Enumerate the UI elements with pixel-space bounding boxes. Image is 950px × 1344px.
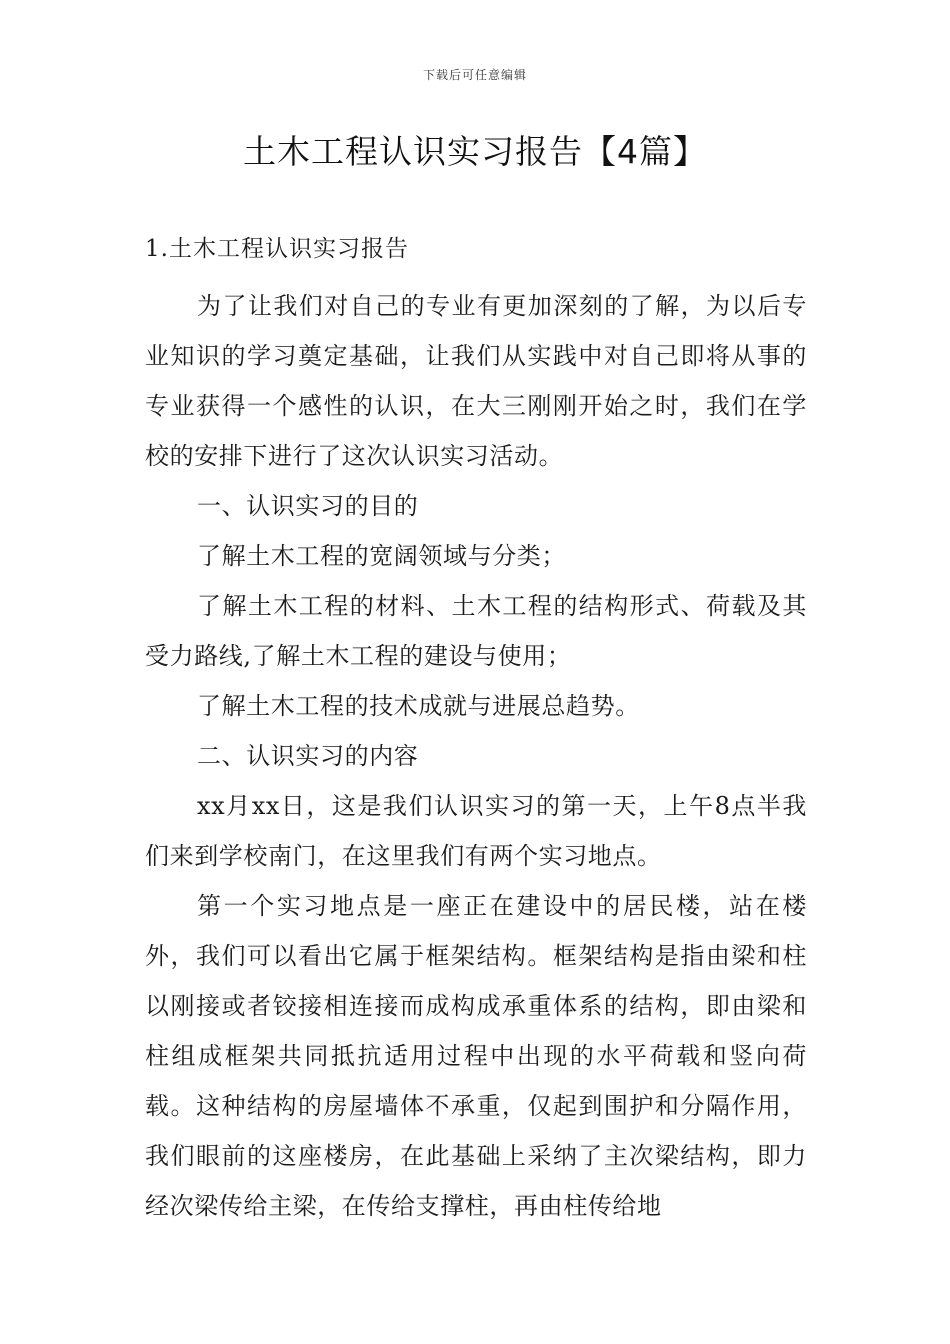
- heading-content: 二、认识实习的内容: [197, 742, 419, 770]
- section-heading: 1.土木工程认识实习报告: [145, 236, 409, 262]
- body-text: [145, 281, 807, 1231]
- purpose-item-2: 了解土木工程的材料、土木工程的结构形式、荷载及其受力路线,了解土木工程的建设与使用；: [145, 592, 807, 670]
- heading-purpose: 一、认识实习的目的: [197, 492, 419, 520]
- purpose-item-3: 了解土木工程的技术成就与进展总趋势。: [197, 692, 640, 720]
- header-note: 下载后可任意编辑: [422, 68, 527, 82]
- paragraph-site-one: 第一个实习地点是一座正在建设中的居民楼，站在楼外，我们可以看出它属于框架结构。框架结构是指由梁和柱以刚接或者铰接相连接而成构成承重体系的结构，即由梁和柱组成框架共同抵抗适用过程中出现的水平荷载和竖向荷载。这种结构的房屋墙体不承重，仅起到围护和分隔作用，我们眼前的这座楼房，在此基础上采纳了主次梁结构，即力经次梁传给主梁，在传给支撑柱，再由柱传给地: [145, 892, 807, 1220]
- paragraph-intro: 为了让我们对自己的专业有更加深刻的了解，为以后专业知识的学习奠定基础，让我们从实践中对自己即将从事的专业获得一个感性的认识，在大三刚刚开始之时，我们在学校的安排下进行了这次认识实习活动。: [145, 292, 807, 470]
- document-title: 土木工程认识实习报告【4篇】: [243, 132, 707, 171]
- paragraph-day-one: xx月xx日，这是我们认识实习的第一天，上午8点半我们来到学校南门，在这里我们有两个实习地点。: [145, 792, 807, 870]
- purpose-item-1: 了解土木工程的宽阔领域与分类；: [197, 542, 566, 570]
